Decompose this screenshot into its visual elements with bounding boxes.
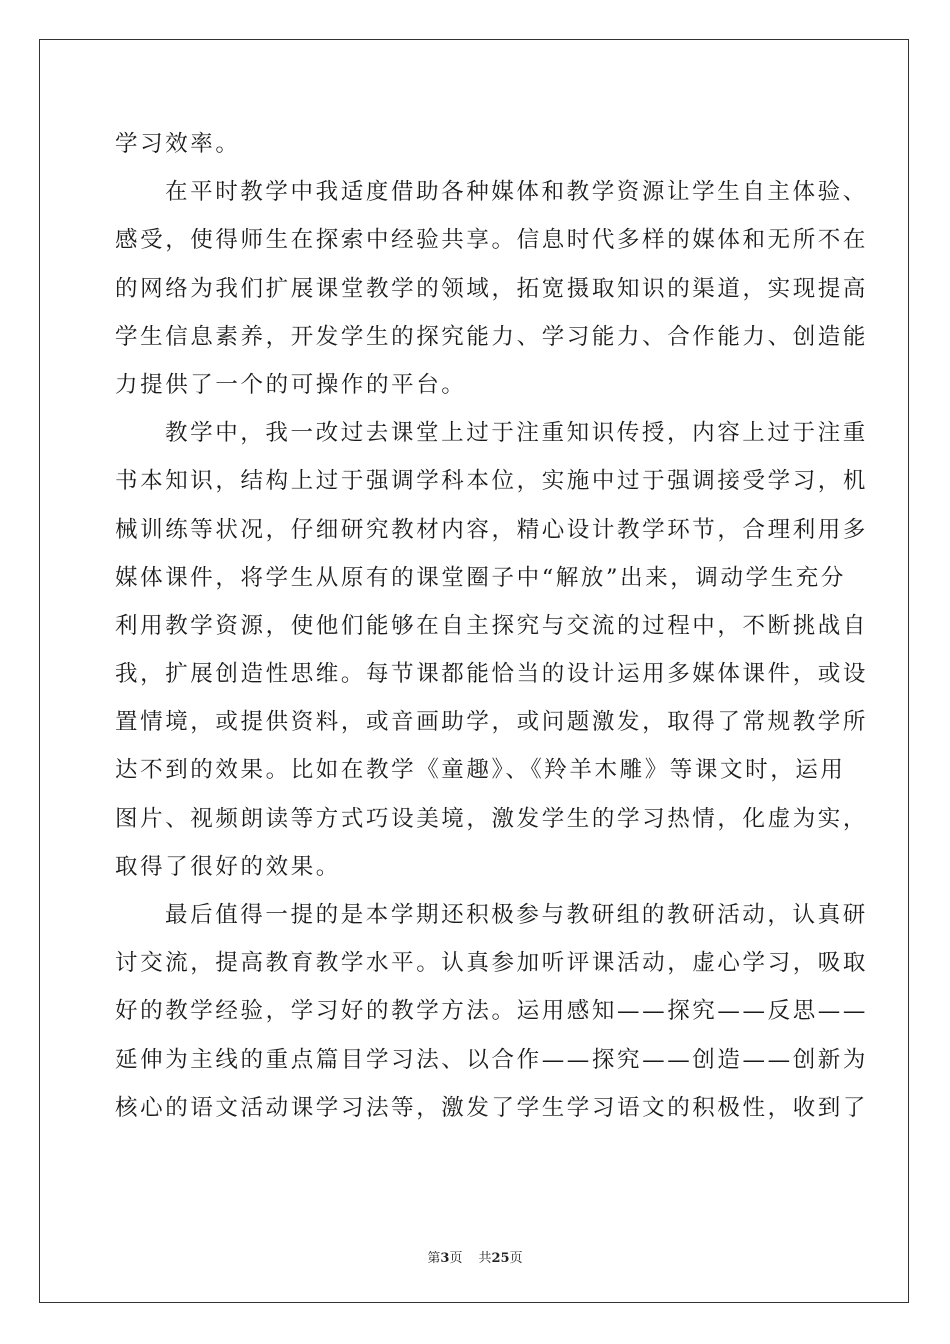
text-line: 讨交流，提高教育教学水平。认真参加听评课活动，虚心学习，吸取	[115, 950, 869, 977]
text-line: 置情境，或提供资料，或音画助学，或问题激发，取得了常规教学所	[115, 709, 869, 736]
text-line: 取得了很好的效果。	[115, 853, 341, 880]
page-footer	[0, 1247, 950, 1266]
text-line: 媒体课件，将学生从原有的课堂圈子中“解放”出来，调动学生充分	[115, 564, 847, 591]
current-page-number: 3	[440, 1251, 450, 1266]
text-line: 学习效率。	[115, 131, 241, 157]
text-line: 好的教学经验，学习好的教学方法。运用感知——探究——反思——	[115, 998, 869, 1025]
text-line: 延伸为主线的重点篇目学习法、以合作——探究——创造——创新为	[115, 1046, 869, 1073]
text-line: 书本知识，结构上过于强调学科本位，实施中过于强调接受学习，机	[115, 468, 869, 495]
paragraph-start-line: 教学中，我一改过去课堂上过于注重知识传授，内容上过于注重	[165, 420, 868, 447]
text-line: 达不到的效果。比如在教学《童趣》、《羚羊木雕》等课文时，运用	[115, 757, 846, 784]
text-line: 力提供了一个的可操作的平台。	[115, 371, 467, 398]
text-line: 图片、视频朗读等方式巧设美境，激发学生的学习热情，化虚为实，	[115, 805, 869, 832]
text-line: 感受，使得师生在探索中经验共享。信息时代多样的媒体和无所不在	[115, 227, 869, 254]
total-label-prefix: 共	[478, 1251, 492, 1266]
total-label-suffix: 页	[509, 1251, 523, 1266]
text-line: 学生信息素养，开发学生的探究能力、学习能力、合作能力、创造能	[115, 323, 869, 350]
document-body	[115, 129, 869, 1141]
page-label-suffix: 页	[449, 1251, 463, 1266]
total-page-number: 25	[491, 1251, 510, 1266]
paragraph-start-line: 在平时教学中我适度借助各种媒体和教学资源让学生自主体验、	[165, 179, 868, 206]
text-line: 核心的语文活动课学习法等，激发了学生学习语文的积极性，收到了	[115, 1094, 869, 1121]
text-line: 利用教学资源，使他们能够在自主探究与交流的过程中，不断挑战自	[115, 612, 869, 639]
text-line: 我，扩展创造性思维。每节课都能恰当的设计运用多媒体课件，或设	[115, 661, 869, 688]
page-label-prefix: 第	[427, 1251, 441, 1266]
paragraph-start-line: 最后值得一提的是本学期还积极参与教研组的教研活动，认真研	[165, 902, 868, 928]
text-line: 的网络为我们扩展课堂教学的领域，拓宽摄取知识的渠道，实现提高	[115, 275, 869, 302]
text-line: 械训练等状况，仔细研究教材内容，精心设计教学环节，合理利用多	[115, 516, 869, 543]
